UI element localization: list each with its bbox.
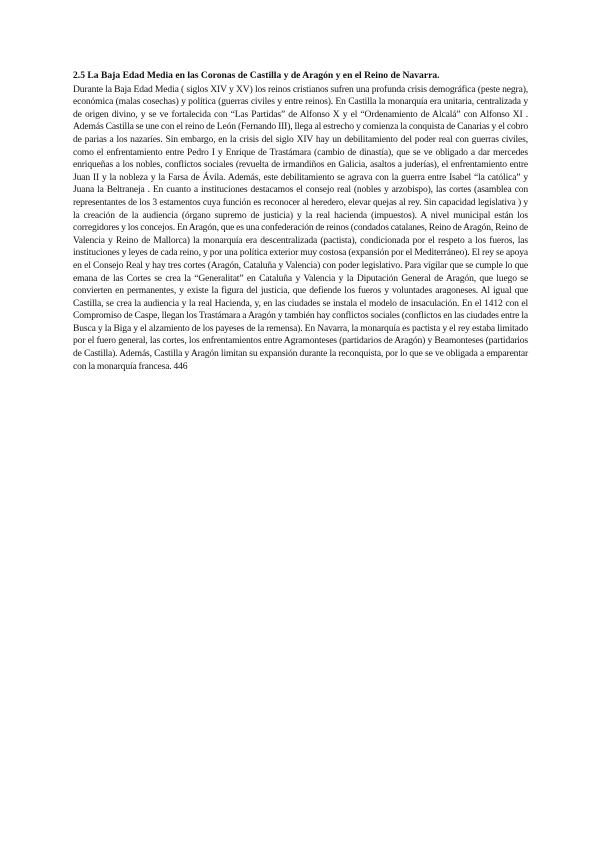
body-paragraph: Durante la Baja Edad Media ( siglos XIV y XV) los reinos cristianos sufren una profunda crisis demográfica (peste negra), económica (malas cosechas) y política (guerras civiles y entre reinos). En Castilla la monarquía era unitaria, centralizada y de origen divino, y se ve fortalecida con “Las Partidas” de Alfonso X y el “Ordenamiento de Alcalá” con Alfonso XI . Además Castilla se une con el reino de León (Fernando III), llega al estrecho y comienza la conquista de Canarias y el cobro de parias a los nazaríes. Sin embargo, en la crisis del siglo XIV hay un debilitamiento del poder real con guerras civiles, como el enfrentamiento entre Pedro I y Enrique de Trastámara (cambio de dinastía), que se ve obligado a dar mercedes enriqueñas a los nobles, conflictos sociales (revuelta de irmandiños en Galicia, asaltos a juderías), el enfrentamiento entre Juan II y la nobleza y la Farsa de Ávila. Además, este debilitamiento se agrava con la guerra entre Isabel “la católica” y Juana la Beltraneja . En cuanto a instituciones destacamos el consejo real (nobles y arzobispo), las cortes (asamblea con representantes de los 3 estamentos cuya función es reconocer al heredero, elevar quejas al rey. Sin capacidad legislativa ) y la creación de la audiencia (órgano supremo de justicia) y la real hacienda (impuestos). A nivel municipal están los corregidores y los concejos. En Aragón, que es una confederación de reinos (condados catalanes, Reino de Aragón, Reino de Valencia y Reino de Mallorca) la monarquía era descentralizada (pactista), condicionada por el respeto a los fueros, las instituciones y leyes de cada reino, y por una política exterior muy costosa (expansión por el Mediterráneo). El rey se apoya en el Consejo Real y hay tres cortes (Aragón, Cataluña y Valencia) con poder legislativo. Para vigilar que se cumple lo que emana de las Cortes se crea la “Generalitat” en Cataluña y Valencia y la Diputación General de Aragón, que luego se convierten en permanentes, y existe la figura del justicia, que defiende los fueros y voluntades aragoneses. Al igual que Castilla, se crea la audiencia y la real Hacienda, y, en las ciudades se instala el modelo de insaculación. En el 1412 con el Compromiso de Caspe, llegan los Trastámara a Aragón y también hay conflictos sociales (conflictos en las ciudades entre la Busca y la Biga y el alzamiento de los payeses de la remensa). En Navarra, la monarquía es pactista y el rey estaba limitado por el fuero general, las cortes, los enfrentamientos entre Agramonteses (partidarios de Aragón) y Beamonteses (partidarios de Castilla). Además, Castilla y Aragón limitan su expansión durante la reconquista, por lo que se ve obligada a emparentar con la monarquía francesa. 446 xyxy=(73,83,528,372)
section-heading: 2.5 La Baja Edad Media en las Coronas de Castilla y de Aragón y en el Reino de Navarra. xyxy=(73,70,440,81)
document-content xyxy=(73,70,528,373)
